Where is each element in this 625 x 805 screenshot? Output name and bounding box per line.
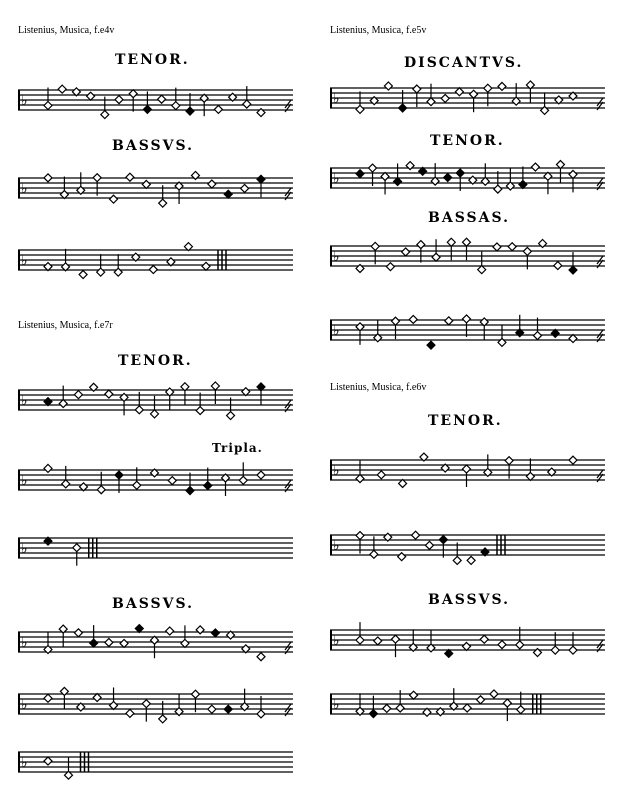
note-diamond-icon — [159, 715, 167, 723]
note-diamond-icon — [369, 164, 377, 172]
voice-title-tenor-f5v: TENOR. — [430, 133, 505, 149]
note-diamond-icon — [412, 531, 420, 539]
note-diamond-icon — [534, 332, 542, 340]
note-diamond-icon — [396, 704, 404, 712]
note-diamond-icon — [498, 641, 506, 649]
source-caption-f5v: Listenius, Musica, f.e5v — [330, 25, 427, 36]
note-diamond-icon — [257, 471, 265, 479]
staff-f4v-bassus-2 — [18, 240, 293, 288]
note-diamond-icon — [456, 169, 464, 177]
note-diamond-icon — [115, 96, 123, 104]
note-diamond-icon — [243, 100, 251, 108]
staff-f7r-bassus-3 — [18, 742, 293, 792]
note-diamond-icon — [93, 174, 101, 182]
note-diamond-icon — [493, 243, 501, 251]
note-diamond-icon — [498, 82, 506, 90]
note-diamond-icon — [569, 335, 577, 343]
note-diamond-icon — [516, 641, 524, 649]
staff-f4v-bassus — [18, 168, 293, 220]
staff-f7r-bassus-2 — [18, 684, 293, 734]
note-diamond-icon — [158, 95, 166, 103]
note-diamond-icon — [441, 94, 449, 102]
note-diamond-icon — [181, 639, 189, 647]
note-diamond-icon — [101, 111, 109, 119]
source-caption-f6v: Listenius, Musica, f.e6v — [330, 382, 427, 393]
note-diamond-icon — [470, 90, 478, 98]
note-diamond-icon — [453, 556, 461, 564]
voice-title-discantus-f5v: DISCANTVS. — [404, 55, 524, 71]
note-diamond-icon — [569, 646, 577, 654]
note-diamond-icon — [126, 709, 134, 717]
staff-f4v-tenor — [18, 80, 293, 128]
note-diamond-icon — [455, 88, 463, 96]
note-diamond-icon — [149, 266, 157, 274]
note-diamond-icon — [463, 238, 471, 246]
note-diamond-icon — [439, 536, 447, 544]
note-diamond-icon — [517, 706, 525, 714]
note-diamond-icon — [374, 637, 382, 645]
note-diamond-icon — [44, 464, 52, 472]
note-diamond-icon — [44, 101, 52, 109]
note-diamond-icon — [126, 173, 134, 181]
clef-icon: ♭ — [333, 463, 340, 479]
note-diamond-icon — [569, 170, 577, 178]
note-diamond-icon — [115, 471, 123, 479]
note-diamond-icon — [480, 635, 488, 643]
clef-icon: ♭ — [333, 91, 340, 107]
clef-icon: ♭ — [21, 181, 28, 197]
note-diamond-icon — [551, 646, 559, 654]
clef-icon: ♭ — [21, 541, 28, 557]
note-diamond-icon — [62, 480, 70, 488]
note-diamond-icon — [531, 163, 539, 171]
voice-title-tenor-f7r: TENOR. — [118, 353, 193, 369]
note-diamond-icon — [58, 85, 66, 93]
note-diamond-icon — [74, 629, 82, 637]
staff-f6v-tenor — [330, 450, 605, 500]
note-diamond-icon — [444, 174, 452, 182]
note-diamond-icon — [356, 636, 364, 644]
note-diamond-icon — [97, 486, 105, 494]
note-diamond-icon — [494, 185, 502, 193]
note-diamond-icon — [87, 92, 95, 100]
clef-icon: ♭ — [333, 171, 340, 187]
note-diamond-icon — [211, 629, 219, 637]
clef-icon: ♭ — [333, 633, 340, 649]
note-diamond-icon — [172, 102, 180, 110]
clef-icon: ♭ — [21, 635, 28, 651]
note-diamond-icon — [74, 391, 82, 399]
note-diamond-icon — [526, 472, 534, 480]
note-diamond-icon — [79, 271, 87, 279]
staff-f7r-bassus — [18, 622, 293, 672]
staff-f5v-bassus-2 — [330, 310, 605, 360]
note-diamond-icon — [503, 699, 511, 707]
clef-icon: ♭ — [333, 538, 340, 554]
note-diamond-icon — [427, 98, 435, 106]
note-diamond-icon — [114, 268, 122, 276]
note-diamond-icon — [392, 317, 400, 325]
note-diamond-icon — [110, 701, 118, 709]
note-diamond-icon — [490, 690, 498, 698]
note-diamond-icon — [425, 541, 433, 549]
note-diamond-icon — [60, 191, 68, 199]
voice-title-bassus-f5v: BASSAS. — [428, 210, 510, 226]
note-diamond-icon — [135, 406, 143, 414]
note-diamond-icon — [257, 653, 265, 661]
voice-title-tenor-f4v: TENOR. — [115, 52, 190, 68]
note-diamond-icon — [211, 382, 219, 390]
note-diamond-icon — [569, 266, 577, 274]
note-diamond-icon — [392, 635, 400, 643]
note-diamond-icon — [105, 638, 113, 646]
note-diamond-icon — [402, 248, 410, 256]
note-diamond-icon — [410, 691, 418, 699]
note-diamond-icon — [467, 556, 475, 564]
note-diamond-icon — [445, 649, 453, 657]
note-diamond-icon — [241, 184, 249, 192]
note-diamond-icon — [239, 476, 247, 484]
voice-title-bassus-f7r: BASSVS. — [112, 596, 194, 612]
note-diamond-icon — [371, 242, 379, 250]
note-diamond-icon — [356, 105, 364, 113]
note-diamond-icon — [463, 642, 471, 650]
clef-icon: ♭ — [21, 697, 28, 713]
staff-f6v-bassus-2 — [330, 684, 605, 734]
note-diamond-icon — [463, 315, 471, 323]
note-diamond-icon — [413, 85, 421, 93]
note-diamond-icon — [399, 104, 407, 112]
note-diamond-icon — [381, 172, 389, 180]
note-diamond-icon — [208, 705, 216, 713]
note-diamond-icon — [484, 84, 492, 92]
source-caption-f7r: Listenius, Musica, f.e7r — [18, 320, 113, 331]
note-diamond-icon — [120, 639, 128, 647]
note-diamond-icon — [356, 532, 364, 540]
note-diamond-icon — [135, 625, 143, 633]
staff-f5v-bassus — [330, 236, 605, 291]
note-diamond-icon — [191, 690, 199, 698]
note-diamond-icon — [133, 481, 141, 489]
clef-icon: ♭ — [21, 755, 28, 771]
staff-f7r-tenor — [18, 380, 293, 430]
note-diamond-icon — [432, 253, 440, 261]
note-diamond-icon — [168, 477, 176, 485]
staff-f5v-tenor — [330, 158, 605, 208]
note-diamond-icon — [224, 705, 232, 713]
note-diamond-icon — [44, 694, 52, 702]
staff-f6v-tenor-2 — [330, 525, 605, 575]
note-diamond-icon — [196, 407, 204, 415]
note-diamond-icon — [356, 170, 364, 178]
note-diamond-icon — [556, 161, 564, 169]
note-diamond-icon — [204, 482, 212, 490]
note-diamond-icon — [186, 487, 194, 495]
note-diamond-icon — [196, 626, 204, 634]
source-caption-f4v: Listenius, Musica, f.e4v — [18, 25, 115, 36]
note-diamond-icon — [208, 180, 216, 188]
note-diamond-icon — [129, 90, 137, 98]
clef-icon: ♭ — [21, 253, 28, 269]
note-diamond-icon — [399, 479, 407, 487]
staff-f7r-tenor-3 — [18, 528, 293, 578]
note-diamond-icon — [398, 553, 406, 561]
clef-icon: ♭ — [21, 473, 28, 489]
note-diamond-icon — [257, 175, 265, 183]
note-diamond-icon — [377, 471, 385, 479]
note-diamond-icon — [356, 475, 364, 483]
voice-title-tenor-f6v: TENOR. — [428, 413, 503, 429]
note-diamond-icon — [202, 262, 210, 270]
note-diamond-icon — [257, 710, 265, 718]
note-diamond-icon — [386, 263, 394, 271]
staff-f5v-discantus — [330, 78, 605, 126]
note-diamond-icon — [142, 700, 150, 708]
note-diamond-icon — [227, 412, 235, 420]
note-diamond-icon — [369, 710, 377, 718]
note-diamond-icon — [394, 177, 402, 185]
note-diamond-icon — [151, 410, 159, 418]
note-diamond-icon — [463, 465, 471, 473]
note-diamond-icon — [384, 82, 392, 90]
clef-icon: ♭ — [21, 93, 28, 109]
note-diamond-icon — [427, 341, 435, 349]
note-diamond-icon — [142, 180, 150, 188]
note-diamond-icon — [159, 199, 167, 207]
note-diamond-icon — [505, 457, 513, 465]
note-diamond-icon — [445, 317, 453, 325]
voice-title-bassus-f4v: BASSVS. — [112, 138, 194, 154]
note-diamond-icon — [523, 247, 531, 255]
note-diamond-icon — [143, 105, 151, 113]
clef-icon: ♭ — [333, 249, 340, 265]
note-diamond-icon — [73, 544, 81, 552]
note-diamond-icon — [90, 639, 98, 647]
note-diamond-icon — [478, 266, 486, 274]
note-diamond-icon — [105, 390, 113, 398]
tripla-label-f7r: Tripla. — [212, 441, 263, 455]
note-diamond-icon — [59, 400, 67, 408]
note-diamond-icon — [508, 243, 516, 251]
note-diamond-icon — [214, 105, 222, 113]
note-diamond-icon — [224, 190, 232, 198]
clef-icon: ♭ — [21, 393, 28, 409]
note-diamond-icon — [93, 694, 101, 702]
note-diamond-icon — [370, 550, 378, 558]
note-diamond-icon — [409, 315, 417, 323]
note-diamond-icon — [166, 627, 174, 635]
note-diamond-icon — [417, 241, 425, 249]
clef-icon: ♭ — [333, 323, 340, 339]
voice-title-bassus-f6v: BASSVS. — [428, 592, 510, 608]
note-diamond-icon — [383, 704, 391, 712]
staff-f6v-bassus — [330, 620, 605, 670]
note-diamond-icon — [447, 238, 455, 246]
note-diamond-icon — [554, 262, 562, 270]
note-diamond-icon — [519, 180, 527, 188]
note-diamond-icon — [97, 268, 105, 276]
note-diamond-icon — [44, 757, 52, 765]
clef-icon: ♭ — [333, 697, 340, 713]
note-diamond-icon — [569, 456, 577, 464]
note-diamond-icon — [44, 263, 52, 271]
note-diamond-icon — [110, 195, 118, 203]
note-diamond-icon — [186, 107, 194, 115]
staff-f7r-tenor-2 — [18, 460, 293, 510]
note-diamond-icon — [44, 174, 52, 182]
note-diamond-icon — [463, 704, 471, 712]
note-diamond-icon — [477, 696, 485, 704]
